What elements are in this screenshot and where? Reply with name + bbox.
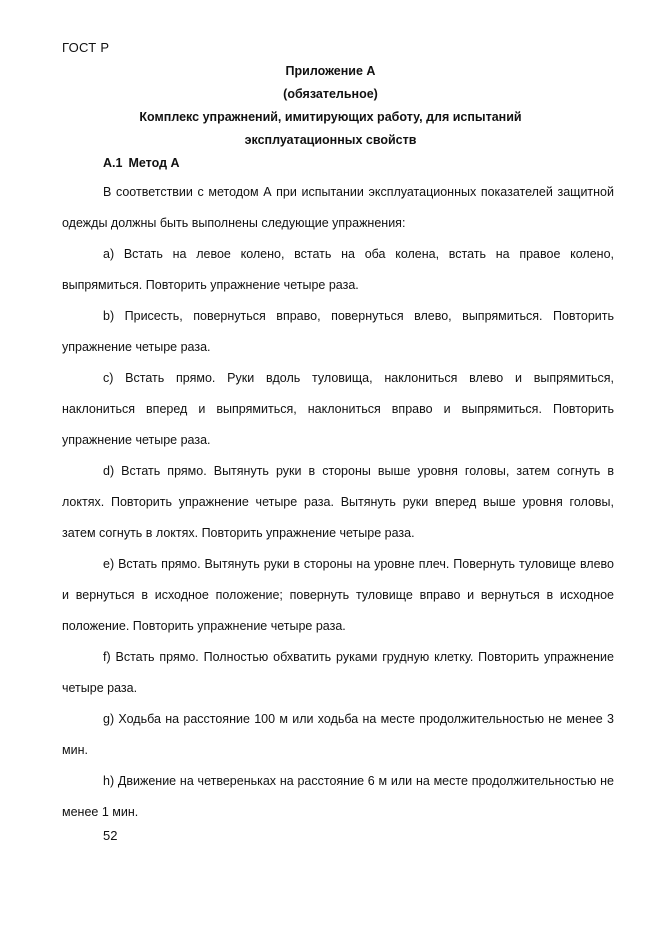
intro-paragraph: В соответствии с методом А при испытании эксплуатационных показателей защитной одежды должны быть выполнены следующие упражнения: bbox=[62, 185, 614, 230]
appendix-status: (обязательное) bbox=[283, 87, 378, 101]
exercise-h-paragraph: h) Движение на четвереньках на расстояние 6 м или на месте продолжительностью не менее 1 мин. bbox=[62, 774, 614, 819]
exercise-g-paragraph: g) Ходьба на расстояние 100 м или ходьба на месте продолжительностью не менее 3 мин. bbox=[62, 712, 614, 757]
exercise-c-paragraph: c) Встать прямо. Руки вдоль туловища, наклониться влево и выпрямиться, наклониться вперед и выпрямиться, наклониться вправо и выпрямиться. Повторить упражнение четыре раза. bbox=[62, 371, 614, 447]
section-heading bbox=[103, 156, 186, 170]
page-number: 52 bbox=[103, 828, 118, 843]
section-number: А.1 bbox=[103, 156, 123, 170]
exercise-b-paragraph: b) Присесть, повернуться вправо, повернуться влево, выпрямиться. Повторить упражнение четыре раза. bbox=[62, 309, 614, 354]
body-text bbox=[62, 177, 614, 828]
section-name: Метод А bbox=[128, 156, 180, 170]
exercise-e-paragraph: e) Встать прямо. Вытянуть руки в стороны на уровне плеч. Повернуть туловище влево и вернуться в исходное положение; повернуть туловище вправо и вернуться в исходное положение. Повторить упражнение четыре раза. bbox=[62, 557, 614, 633]
appendix-heading-line-1: Комплекс упражнений, имитирующих работу, для испытаний bbox=[139, 110, 522, 124]
exercise-d-paragraph: d) Встать прямо. Вытянуть руки в стороны выше уровня головы, затем согнуть в локтях. Повторить упражнение четыре раза. Вытянуть руки вперед выше уровня головы, затем согнуть в локтях. Повторить упражнение четыре раза. bbox=[62, 464, 614, 540]
exercise-f-paragraph: f) Встать прямо. Полностью обхватить руками грудную клетку. Повторить упражнение четыре раза. bbox=[62, 650, 614, 695]
document-code: ГОСТ Р bbox=[62, 40, 110, 55]
appendix-title: Приложение А bbox=[285, 64, 376, 78]
appendix-heading-line-2: эксплуатационных свойств bbox=[244, 133, 417, 147]
exercise-a-paragraph: a) Встать на левое колено, встать на оба колена, встать на правое колено, выпрямиться. Повторить упражнение четыре раза. bbox=[62, 247, 614, 292]
